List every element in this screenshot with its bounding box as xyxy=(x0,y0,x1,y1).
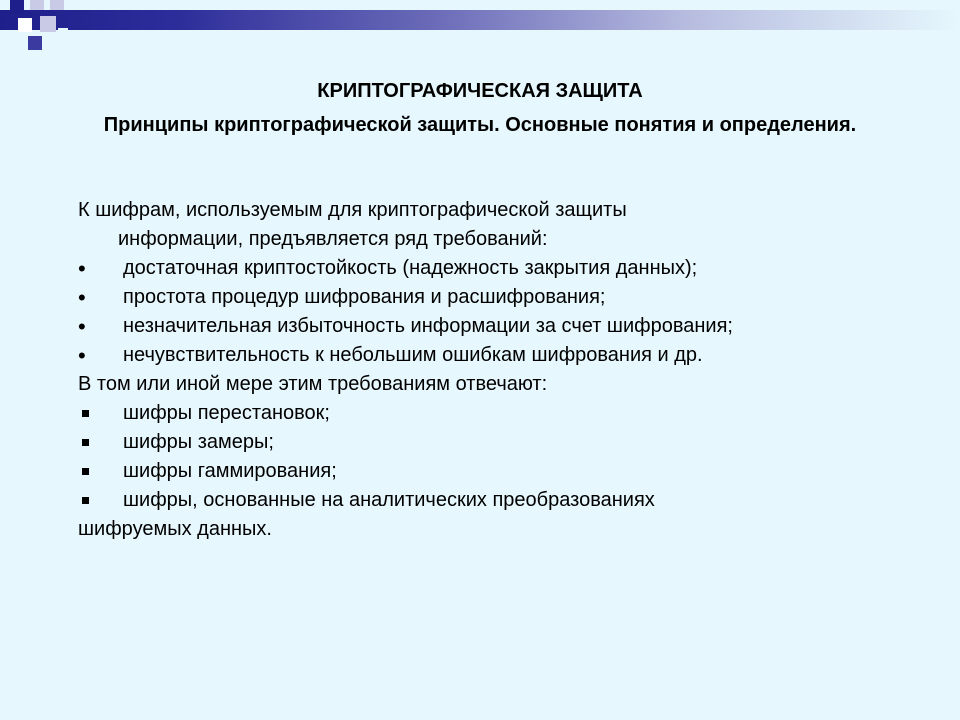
requirement-text: незначительная избыточность информации за счет шифрования; xyxy=(123,315,733,337)
bullet-square-icon xyxy=(78,399,123,428)
bullet-square-icon xyxy=(78,486,123,515)
list-item xyxy=(78,254,898,283)
list-item xyxy=(78,283,898,312)
bullet-dot-icon: • xyxy=(78,285,86,310)
list-item xyxy=(78,457,898,486)
bullet-square-icon xyxy=(78,457,123,486)
header-gradient-bar xyxy=(0,10,960,30)
cipher-text: шифры перестановок; xyxy=(123,402,330,424)
slide-body xyxy=(78,196,898,544)
requirement-text: нечувствительность к небольшим ошибкам шифрования и др. xyxy=(123,344,703,366)
list-item xyxy=(78,312,898,341)
slide-title: КРИПТОГРАФИЧЕСКАЯ ЗАЩИТА xyxy=(317,80,643,102)
list-item xyxy=(78,428,898,457)
middle-line: В том или иной мере этим требованиям отвечают: xyxy=(78,373,548,395)
bullet-dot-icon: • xyxy=(78,314,86,339)
bullet-dot-icon: • xyxy=(78,256,86,281)
cipher-text: шифры гаммирования; xyxy=(123,460,337,482)
cipher-text: шифры замеры; xyxy=(123,431,274,453)
last-line: шифруемых данных. xyxy=(78,518,272,540)
list-item xyxy=(78,399,898,428)
requirement-text: достаточная криптостойкость (надежность закрытия данных); xyxy=(123,257,698,279)
intro-line-1: К шифрам, используемым для криптографической защиты xyxy=(78,199,627,221)
intro-line-2: информации, предъявляется ряд требований: xyxy=(118,228,548,250)
requirement-text: простота процедур шифрования и расшифрования; xyxy=(123,286,606,308)
list-item xyxy=(78,341,898,370)
bullet-square-icon xyxy=(78,428,123,457)
cipher-text: шифры, основанные на аналитических преобразованиях xyxy=(123,489,655,511)
bullet-dot-icon: • xyxy=(78,343,86,368)
list-item xyxy=(78,486,898,515)
slide-subtitle: Принципы криптографической защиты. Основные понятия и определения. xyxy=(103,114,857,136)
